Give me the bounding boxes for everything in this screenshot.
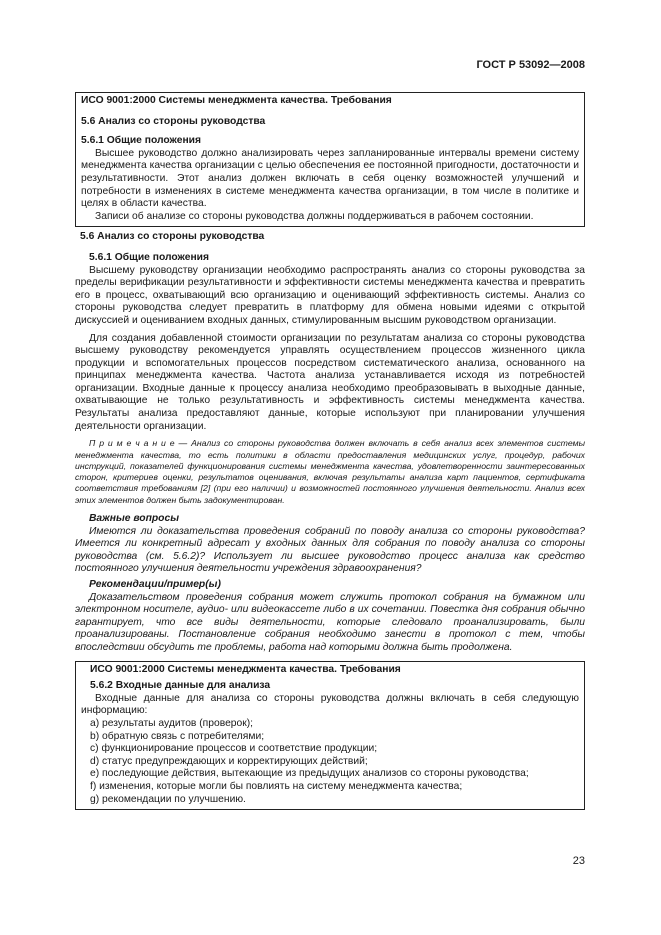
box1-title: ИСО 9001:2000 Системы менеджмента качества. Требования	[81, 95, 392, 106]
recommendations-text: Доказательством проведения собрания может служить протокол собрания на бумажном или электронном носителе, аудио- или видеокассете либо в их сочетании. Повестка дня собрания обычно гарантирует, что все виды деятельности, которые следовало проанализировать, были проанализированы. Постановление собрания необходимо занести в протокол с тем, чтобы впоследствии обсудить те проблемы, работа над которыми должна быть продолжена.	[75, 591, 585, 653]
box1-paragraph-1: Высшее руководство должно анализировать через запланированные интервалы времени систему менеджмента качества организации с целью обеспечения ее постоянной пригодности, достаточности и результативности. Этот анализ должен включать в себя оценку возможностей улучшений и потребности в изменениях в системе менеджмента качества организации, в том числе в политике и целях в области качества.	[81, 147, 579, 210]
list-item: e) последующие действия, вытекающие из предыдущих анализов со стороны руководства;	[90, 768, 529, 780]
main-paragraph-1: Высшему руководству организации необходимо распространять анализ со стороны руководства за пределы верификации результативности и эффективности системы менеджмента качества и превратить его в процесс, охватывающий всю организацию и оценивающий эффективность системы. Анализ со стороны руководства следует превратить в платформу для обмена новыми идеями с открытой дискуссией и оцениванием входных данных, стимулированным высшим руководством организации.	[75, 264, 585, 326]
important-questions-heading: Важные вопросы	[89, 513, 179, 525]
box2-intro: Входные данные для анализа со стороны руководства должны включать в себя следующую информацию:	[81, 692, 579, 717]
box1-section-heading: 5.6 Анализ со стороны руководства	[81, 115, 266, 127]
iso-quote-box-2	[75, 661, 585, 811]
recommendations-heading: Рекомендации/пример(ы)	[89, 579, 221, 590]
box1-subsection-heading: 5.6.1 Общие положения	[81, 135, 201, 147]
list-item: d) статус предупреждающих и корректирующих действий;	[90, 755, 368, 767]
list-item: f) изменения, которые могли бы повлиять на систему менеджмента качества;	[90, 780, 463, 792]
list-item: а) результаты аудитов (проверок);	[90, 717, 254, 729]
box2-section-heading: 5.6.2 Входные данные для анализа	[90, 680, 271, 692]
document-code: ГОСТ Р 53092—2008	[476, 59, 585, 71]
main-paragraph-2: Для создания добавленной стоимости организации по результатам анализа со стороны руководства высшему руководству рекомендуется управлять осуществлением процессов жизненного цикла продукции и вспомогательных процессов посредством систематического анализа, основанного на принципах менеджмента качества. Частота анализа устанавливается исходя из потребностей организации. Входные данные к процессу анализа необходимо преобразовывать в выходные данные, охватывающие не только результативность и эффективность системы менеджмента качества. Результаты анализа предоставляют данные, которые используют при планировании улучшения деятельности организации.	[75, 332, 585, 432]
page-number: 23	[572, 855, 585, 867]
page-content	[75, 92, 585, 810]
main-subsection-heading: 5.6.1 Общие положения	[89, 251, 209, 263]
list-item: c) функционирование процессов и соответствие продукции;	[90, 743, 378, 755]
iso-quote-box-1	[75, 92, 585, 227]
box1-paragraph-2: Записи об анализе со стороны руководства должны поддерживаться в рабочем состоянии.	[95, 210, 534, 222]
important-questions-text: Имеются ли доказательства проведения собраний по поводу анализа со стороны руководства? Имеется ли конкретный адресат у входных данных для собрания по поводу анализа со стороны руководства (см. 5.6.2)? Использует ли высшее руководство процесс анализа как средство постоянного улучшения деятельности учреждения здравоохранения?	[75, 525, 585, 575]
box2-title: ИСО 9001:2000 Системы менеджмента качества. Требования	[90, 663, 401, 675]
main-section-heading: 5.6 Анализ со стороны руководства	[80, 231, 265, 243]
list-item: b) обратную связь с потребителями;	[90, 730, 265, 742]
list-item: g) рекомендации по улучшению.	[90, 793, 246, 805]
note-paragraph: П р и м е ч а н и е — Анализ со стороны руководства должен включать в себя анализ всех элементов системы менеджмента качества, то есть политики в области предоставления медицинских услуг, процедур, рабочих инструкций, показателей функционирования системы менеджмента качества, удовлетворенности заинтересованных сторон, критериев оценки, результатов оценивания, включая результаты анализа карт пациентов, сертификата соответствия требованиям [2] (при его наличии) и возможностей постоянного улучшения деятельности. Анализ всех этих элементов должен быть задокументирован.	[75, 438, 585, 505]
